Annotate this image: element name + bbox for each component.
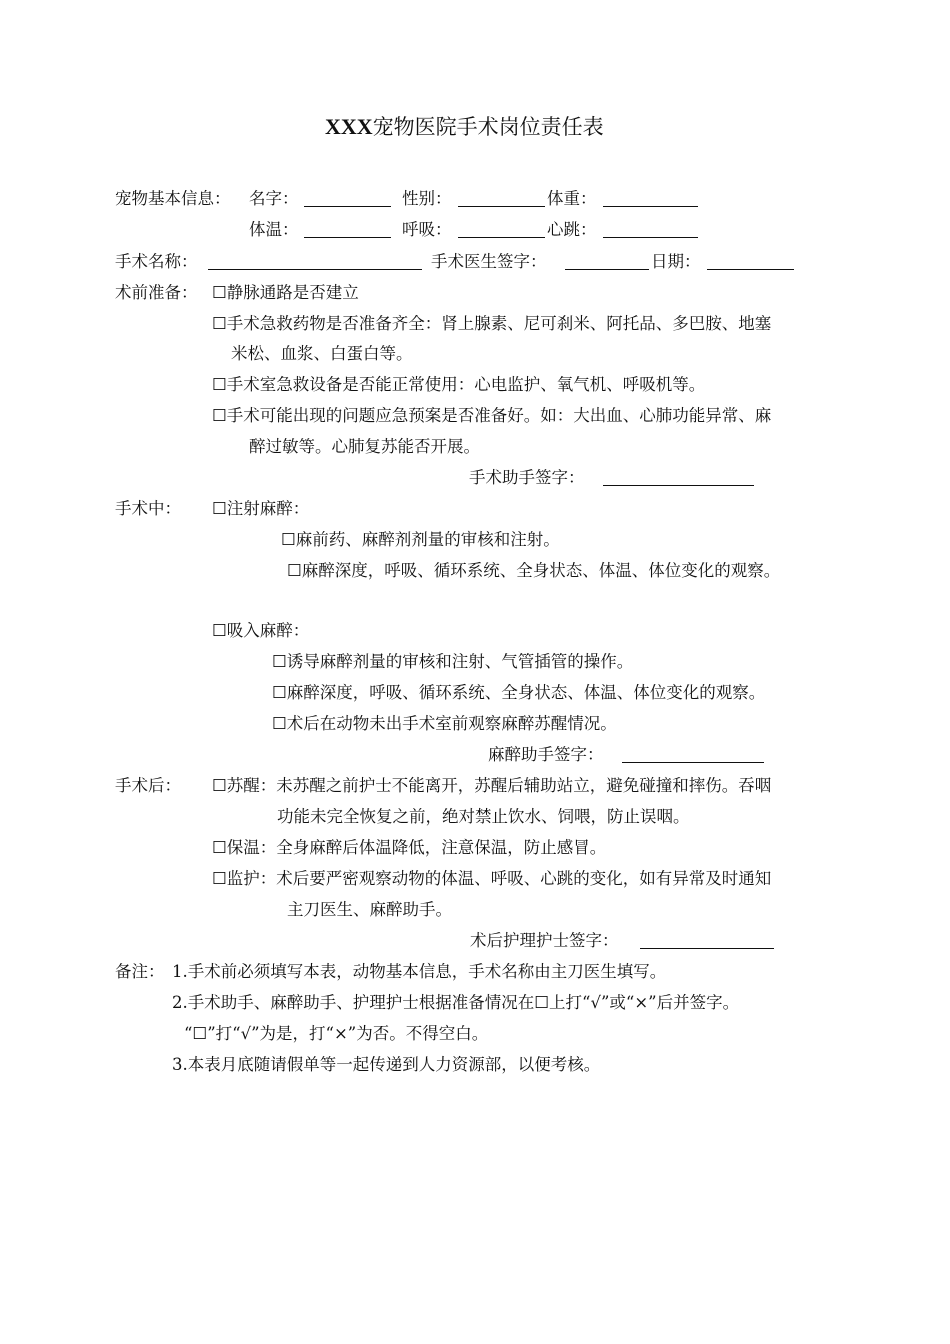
sex-field[interactable]: [458, 192, 545, 207]
pre-op-item-plan-cont: 醉过敏等。心肺复苏能否开展。: [249, 437, 480, 456]
resp-label: 呼吸：: [402, 220, 452, 239]
post-item-monitor-cont: 主刀医生、麻醉助手。: [287, 900, 452, 919]
inhale-item-recovery[interactable]: ☐术后在动物未出手术室前观察麻醉苏醒情况。: [272, 714, 617, 733]
notes-label: 备注：: [115, 962, 165, 981]
post-item-wake[interactable]: ☐苏醒：未苏醒之前护士不能离开，苏醒后辅助站立，避免碰撞和摔伤。吞咽: [212, 776, 772, 795]
inhale-item-observe[interactable]: ☐麻醉深度，呼吸、循环系统、全身状态、体温、体位变化的观察。: [272, 683, 766, 702]
heart-label: 心跳：: [547, 220, 597, 239]
inject-item-observe[interactable]: ☐麻醉深度，呼吸、循环系统、全身状态、体温、体位变化的观察。: [287, 561, 781, 580]
date-field[interactable]: [707, 255, 794, 270]
pre-op-item-equipment[interactable]: ☐手术室急救设备是否能正常使用：心电监护、氧气机、呼吸机等。: [212, 375, 706, 394]
post-item-wake-cont: 功能未完全恢复之前，绝对禁止饮水、饲喂，防止误咽。: [277, 807, 690, 826]
title-prefix: XXX: [325, 114, 373, 139]
sex-label: 性别：: [402, 189, 452, 208]
post-item-monitor[interactable]: ☐监护：术后要严密观察动物的体温、呼吸、心跳的变化，如有异常及时通知: [212, 869, 772, 888]
title-text: 宠物医院手术岗位责任表: [372, 115, 604, 139]
assistant-sign-field[interactable]: [603, 471, 754, 486]
assistant-sign-label: 手术助手签字：: [469, 468, 585, 487]
anesthesia-sign-label: 麻醉助手签字：: [488, 745, 604, 764]
weight-label: 体重：: [547, 189, 597, 208]
page-title: [325, 116, 604, 138]
pre-op-label: 术前准备：: [115, 283, 198, 302]
anesthesia-sign-field[interactable]: [622, 748, 764, 763]
note-1: 1.手术前必须填写本表，动物基本信息，手术名称由主刀医生填写。: [172, 962, 667, 981]
inject-item-dose[interactable]: ☐麻前药、麻醉剂剂量的审核和注射。: [281, 530, 560, 549]
surgery-name-label: 手术名称：: [115, 252, 198, 271]
weight-field[interactable]: [603, 192, 698, 207]
inhale-item-induction[interactable]: ☐诱导麻醉剂量的审核和注射、气管插管的操作。: [272, 652, 634, 671]
surgery-name-field[interactable]: [208, 255, 422, 270]
resp-field[interactable]: [458, 223, 545, 238]
temp-field[interactable]: [304, 223, 391, 238]
basic-info-label: 宠物基本信息：: [115, 189, 231, 208]
post-op-label: 手术后：: [115, 776, 181, 795]
date-label: 日期：: [651, 252, 701, 271]
nurse-sign-field[interactable]: [640, 934, 774, 949]
note-3: 3.本表月底随请假单等一起传递到人力资源部，以便考核。: [172, 1055, 601, 1074]
post-item-warm[interactable]: ☐保温：全身麻醉后体温降低，注意保温，防止感冒。: [212, 838, 607, 857]
nurse-sign-label: 术后护理护士签字：: [470, 931, 619, 950]
note-2-cont: “☐”打“√”为是，打“×”为否。不得空白。: [184, 1024, 489, 1043]
doctor-sign-field[interactable]: [565, 255, 649, 270]
note-2: 2.手术助手、麻醉助手、护理护士根据准备情况在☐上打“√”或“×”后并签字。: [172, 993, 740, 1012]
name-field[interactable]: [304, 192, 391, 207]
pre-op-item-drugs[interactable]: ☐手术急救药物是否准备齐全：肾上腺素、尼可刹米、阿托品、多巴胺、地塞: [212, 314, 772, 333]
pre-op-item-plan[interactable]: ☐手术可能出现的问题应急预案是否准备好。如：大出血、心肺功能异常、麻: [212, 406, 772, 425]
during-label: 手术中：: [115, 499, 181, 518]
doctor-sign-label: 手术医生签字：: [431, 252, 547, 271]
pre-op-item-drugs-cont: 米松、血浆、白蛋白等。: [231, 344, 413, 363]
inject-anesthesia-item[interactable]: ☐注射麻醉：: [212, 499, 310, 518]
name-label: 名字：: [249, 189, 299, 208]
heart-field[interactable]: [603, 223, 698, 238]
pre-op-item-iv[interactable]: ☐静脉通路是否建立: [212, 283, 359, 302]
temp-label: 体温：: [249, 220, 299, 239]
inhale-anesthesia-item[interactable]: ☐吸入麻醉：: [212, 621, 310, 640]
